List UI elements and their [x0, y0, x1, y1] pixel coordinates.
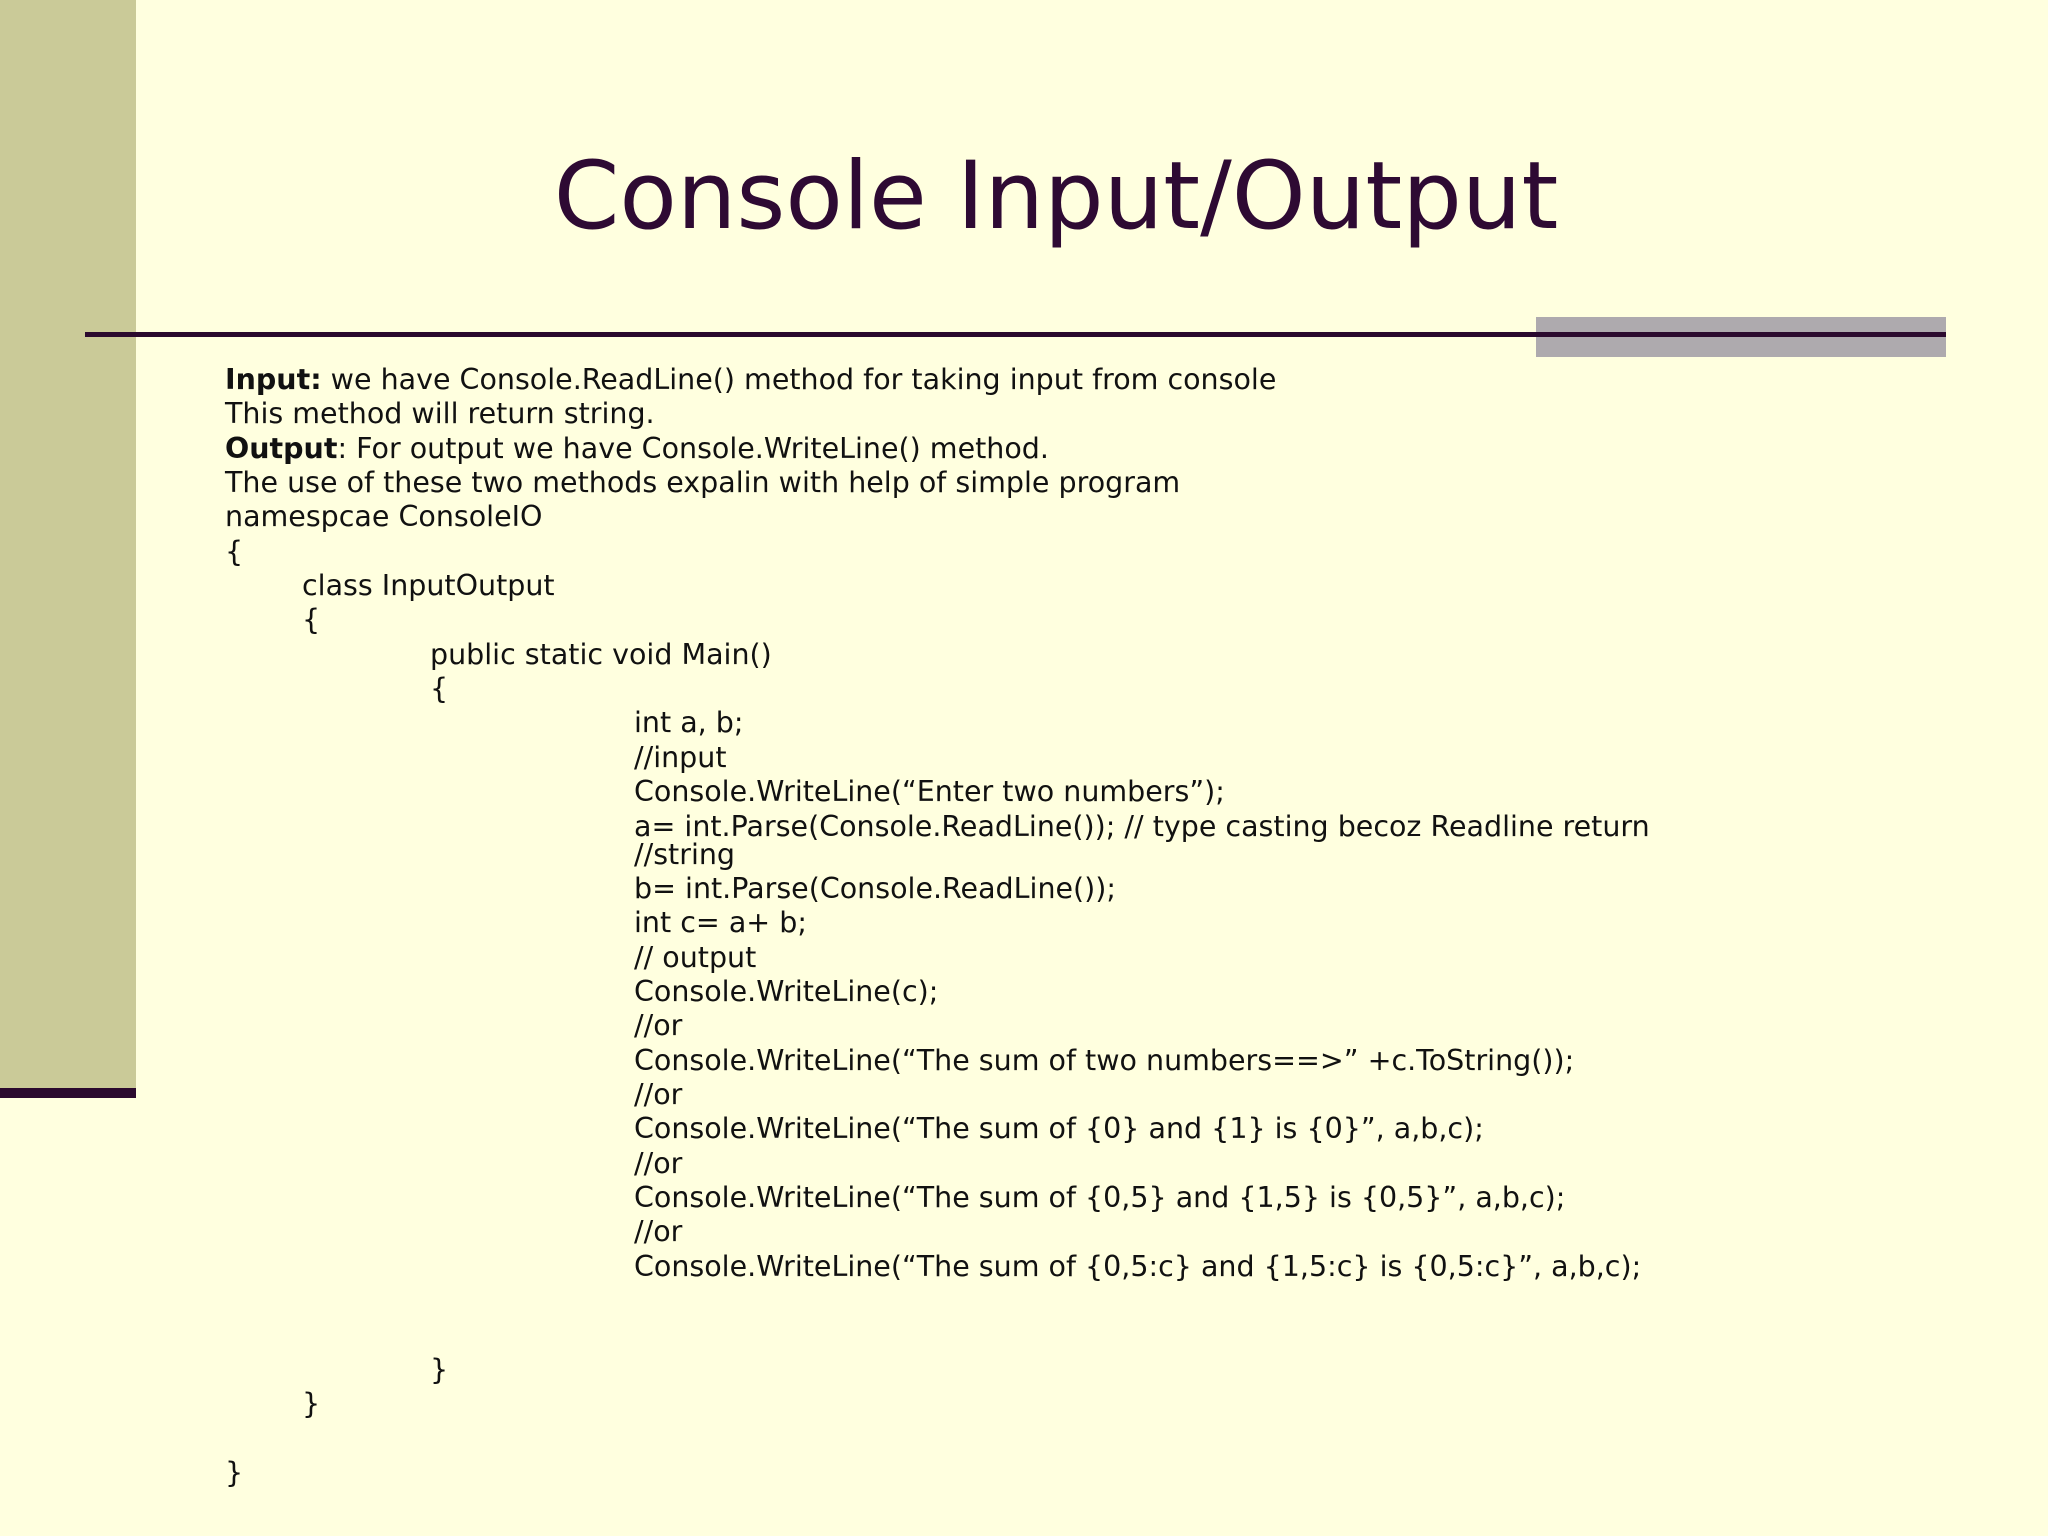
code-line: int a, b;	[634, 706, 744, 739]
output-label: Output	[225, 432, 338, 465]
code-line: namespcae ConsoleIO	[225, 500, 543, 533]
code-line: {	[430, 672, 449, 705]
code-line: //or	[634, 1078, 683, 1111]
code-line: //input	[634, 741, 727, 774]
code-line: b= int.Parse(Console.ReadLine());	[634, 872, 1116, 905]
code-line: Console.WriteLine(“Enter two numbers”);	[634, 775, 1225, 808]
code-line: a= int.Parse(Console.ReadLine()); // type casting becoz Readline return	[634, 810, 1650, 843]
code-line: //or	[634, 1147, 683, 1180]
code-line: Console.WriteLine(c);	[634, 975, 939, 1008]
code-line: {	[225, 535, 244, 568]
code-line: Console.WriteLine(“The sum of {0,5} and {1,5} is {0,5}”, a,b,c);	[634, 1181, 1566, 1214]
output-line	[225, 432, 1049, 466]
slide-title: Console Input/Output	[553, 142, 1559, 251]
code-line: {	[302, 603, 321, 636]
code-line: Console.WriteLine(“The sum of {0,5:c} and {1,5:c} is {0,5:c}”, a,b,c);	[634, 1250, 1642, 1283]
input-label: Input:	[225, 363, 322, 396]
code-line: // output	[634, 941, 757, 974]
code-line: //string	[634, 838, 736, 871]
code-line: public static void Main()	[430, 638, 772, 671]
input-text: we have Console.ReadLine() method for taking input from console	[321, 363, 1277, 396]
code-line: Console.WriteLine(“The sum of {0} and {1} is {0}”, a,b,c);	[634, 1112, 1484, 1145]
code-line: //or	[634, 1009, 683, 1042]
input-line	[225, 363, 1276, 397]
code-line: //or	[634, 1215, 683, 1248]
code-line: }	[302, 1387, 321, 1420]
return-line: This method will return string.	[225, 397, 655, 430]
usage-line: The use of these two methods expalin with help of simple program	[225, 466, 1181, 499]
code-line: int c= a+ b;	[634, 906, 807, 939]
output-text: : For output we have Console.WriteLine() method.	[337, 432, 1049, 465]
code-line: class InputOutput	[302, 569, 555, 602]
code-line: Console.WriteLine(“The sum of two numbers==>” +c.ToString());	[634, 1044, 1575, 1077]
code-line: }	[225, 1456, 244, 1489]
code-line: }	[430, 1353, 449, 1386]
